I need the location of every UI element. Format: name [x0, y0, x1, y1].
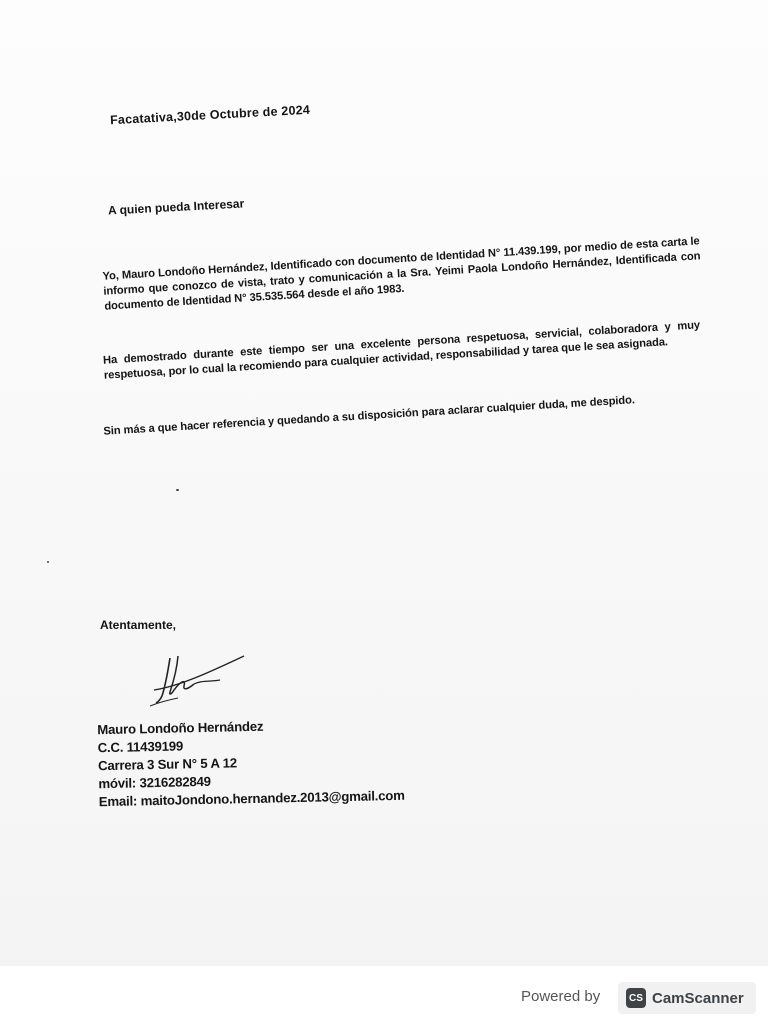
- letter-closing: Atentamente,: [100, 618, 177, 632]
- signer-email: Email: maitoJondono.hernandez.2013@gmail.com: [98, 787, 405, 810]
- powered-by-label: Powered by: [521, 988, 601, 1005]
- signature-block: [97, 715, 405, 811]
- paragraph-text: Ha demostrado durante este tiempo ser una excelente persona respetuosa, servicial, colaboradora y muy respetuosa, por lo cual la recomiendo para cualquier actividad, responsabilidad y tarea que le sea asignada.: [102, 319, 701, 382]
- camscanner-logo-icon: CS: [626, 988, 646, 1008]
- letter-paragraph-3: [103, 389, 701, 439]
- signer-address: Carrera 3 Sur N° 5 A 12: [97, 755, 238, 774]
- signer-mobile: móvil: 3216282849: [98, 773, 211, 792]
- letter-paragraph-1: [102, 234, 702, 314]
- scan-speck: [176, 489, 179, 491]
- signer-name: Mauro Londoño Hernández: [97, 718, 264, 738]
- camscanner-badge: [618, 982, 756, 1014]
- letter-salutation: A quien pueda Interesar: [107, 196, 245, 218]
- signer-id: C.C. 11439199: [97, 738, 184, 756]
- camscanner-brand-name: CamScanner: [652, 989, 744, 1007]
- paragraph-text: Yo, Mauro Londoño Hernández, Identificado con documento de Identidad N° 11.439.199, por medio de esta carta le informo que conozco de vista, trato y comunicación a la Sra. Yeimi Paola Londoño Hernández, Identificada con documento de Identidad N° 35.535.564 desde el año 1983.: [102, 235, 701, 313]
- letter-paragraph-2: [103, 318, 702, 383]
- letter-date: Facatativa,30de Octubre de 2024: [109, 102, 311, 128]
- scan-speck: [47, 561, 49, 563]
- paragraph-text: Sin más a que hacer referencia y quedando a su disposición para aclarar cualquier duda, me despido.: [103, 394, 636, 438]
- signature-icon: [140, 650, 250, 712]
